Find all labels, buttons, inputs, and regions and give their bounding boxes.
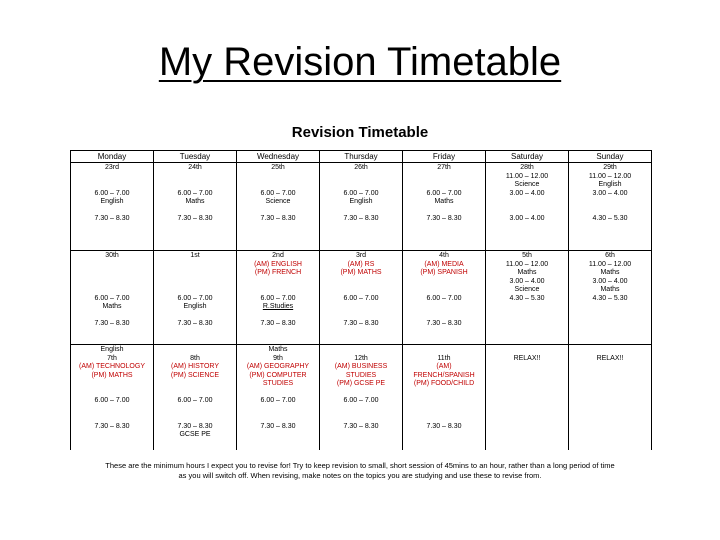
cell-line: RELAX!! xyxy=(513,354,541,362)
cell-line xyxy=(320,312,402,321)
cell-line: Maths xyxy=(434,198,454,205)
cell-line: 6.00 – 7.00 xyxy=(426,294,462,302)
cell-line: 6.00 – 7.00 xyxy=(426,189,462,197)
day-header-wednesday: Wednesday xyxy=(237,151,320,163)
slide-title: My Revision Timetable xyxy=(158,40,562,84)
cell-line: 3.00 – 4.00 xyxy=(509,215,545,222)
cell-line: 6.00 – 7.00 xyxy=(343,189,379,197)
footer-line: as you will switch off. When revising, make notes on the topics you are studying and use these to revise from. xyxy=(178,471,542,480)
day-cell-tuesday xyxy=(154,345,237,451)
cell-line xyxy=(486,207,568,216)
cell-line xyxy=(71,207,153,216)
cell-line xyxy=(486,346,568,355)
cell-line: 6.00 – 7.00 xyxy=(177,189,213,197)
cell-line: 11th xyxy=(437,354,451,362)
document-title: Revision Timetable xyxy=(291,124,429,141)
day-cell-friday xyxy=(403,251,486,345)
cell-line: 12th xyxy=(354,354,368,362)
cell-line xyxy=(154,269,236,278)
cell-line: STUDIES xyxy=(345,371,377,379)
day-cell-monday xyxy=(71,163,154,251)
cell-line: 7.30 – 8.30 xyxy=(177,422,213,430)
day-cell-friday xyxy=(403,345,486,451)
cell-line: 11.00 – 12.00 xyxy=(588,172,632,180)
cell-line: 2nd xyxy=(272,252,284,259)
cell-line: Maths xyxy=(268,346,288,353)
cell-line: English xyxy=(183,303,207,310)
cell-line: (PM) SPANISH xyxy=(420,269,468,276)
cell-line: STUDIES xyxy=(262,380,294,387)
cell-line: 6.00 – 7.00 xyxy=(177,294,213,302)
cell-line: 7.30 – 8.30 xyxy=(260,422,296,430)
cell-line: (PM) MATHS xyxy=(91,371,133,379)
cell-line: Science xyxy=(514,286,540,293)
cell-line xyxy=(569,198,651,207)
cell-line: 29th xyxy=(603,164,617,171)
cell-line xyxy=(569,346,651,355)
cell-line: Maths xyxy=(185,198,205,205)
cell-line xyxy=(154,261,236,270)
cell-line xyxy=(154,181,236,190)
cell-line xyxy=(71,312,153,321)
cell-line xyxy=(71,286,153,295)
cell-line: FRENCH/SPANISH xyxy=(413,371,475,379)
cell-line: 3.00 – 4.00 xyxy=(592,277,628,285)
cell-line xyxy=(154,380,236,389)
cell-line xyxy=(320,181,402,190)
cell-line: (AM) GEOGRAPHY xyxy=(246,363,310,370)
cell-line: (AM) TECHNOLOGY xyxy=(79,363,145,370)
cell-line: 4.30 – 5.30 xyxy=(592,294,628,302)
cell-line xyxy=(320,278,402,287)
day-cell-tuesday xyxy=(154,163,237,251)
cell-line xyxy=(237,278,319,287)
cell-line xyxy=(71,414,153,423)
week-row xyxy=(71,163,652,251)
day-cell-thursday xyxy=(320,163,403,251)
cell-line: 1st xyxy=(190,252,200,259)
cell-line xyxy=(154,346,236,355)
cell-line: Science xyxy=(265,198,291,205)
cell-line xyxy=(154,173,236,182)
day-header-friday: Friday xyxy=(403,151,486,163)
cell-line: 6th xyxy=(605,252,615,259)
cell-line: Science xyxy=(514,181,540,188)
cell-line xyxy=(403,286,485,295)
cell-line: RELAX!! xyxy=(596,354,624,362)
day-cell-wednesday xyxy=(237,163,320,251)
week-row xyxy=(71,251,652,345)
cell-line xyxy=(320,173,402,182)
cell-line: English xyxy=(598,181,622,188)
day-header-monday: Monday xyxy=(71,151,154,163)
cell-line xyxy=(320,414,402,423)
cell-line xyxy=(320,406,402,415)
cell-line: 7.30 – 8.30 xyxy=(177,215,213,222)
cell-line: 7.30 – 8.30 xyxy=(426,215,462,222)
cell-line: 6.00 – 7.00 xyxy=(260,189,296,197)
cell-line: 9th xyxy=(273,354,283,362)
day-cell-saturday xyxy=(486,251,569,345)
cell-line: (PM) SCIENCE xyxy=(170,371,220,379)
cell-line xyxy=(237,406,319,415)
cell-line: (PM) FOOD/CHILD xyxy=(413,380,475,387)
day-cell-thursday xyxy=(320,345,403,451)
cell-line xyxy=(403,346,485,355)
cell-line xyxy=(237,414,319,423)
day-header-saturday: Saturday xyxy=(486,151,569,163)
cell-line: (AM) HISTORY xyxy=(171,363,219,370)
cell-line xyxy=(403,312,485,321)
footer-note xyxy=(60,461,660,481)
cell-line: Maths xyxy=(600,286,620,293)
cell-line: (AM) xyxy=(436,363,452,370)
cell-line: 6.00 – 7.00 xyxy=(94,397,130,404)
day-header-sunday: Sunday xyxy=(569,151,652,163)
cell-line xyxy=(237,173,319,182)
cell-line xyxy=(154,278,236,287)
cell-line xyxy=(154,286,236,295)
day-cell-friday xyxy=(403,163,486,251)
cell-line: 6.00 – 7.00 xyxy=(94,294,130,302)
cell-line xyxy=(71,261,153,270)
day-cell-wednesday xyxy=(237,251,320,345)
cell-line: 7.30 – 8.30 xyxy=(343,422,379,430)
cell-line: R.Studies xyxy=(262,303,294,310)
cell-line: 8th xyxy=(190,354,200,362)
week-row xyxy=(71,345,652,451)
cell-line: 3.00 – 4.00 xyxy=(509,277,545,285)
cell-line xyxy=(71,389,153,398)
cell-line: 3rd xyxy=(355,252,367,259)
cell-line xyxy=(154,207,236,216)
day-cell-monday xyxy=(71,345,154,451)
cell-line: (AM) BUSINESS xyxy=(334,363,388,370)
cell-line: 3.00 – 4.00 xyxy=(592,189,628,197)
cell-line: Maths xyxy=(600,269,620,276)
cell-line: (PM) MATHS xyxy=(340,269,382,276)
cell-line: 11.00 – 12.00 xyxy=(588,260,632,268)
cell-line xyxy=(403,406,485,415)
cell-line: (AM) MEDIA xyxy=(424,260,464,268)
cell-line: 11.00 – 12.00 xyxy=(505,172,549,180)
cell-line xyxy=(403,303,485,312)
cell-line xyxy=(237,286,319,295)
cell-line: 7th xyxy=(107,354,117,362)
cell-line: 24th xyxy=(188,164,202,171)
cell-line: 3.00 – 4.00 xyxy=(509,189,545,197)
day-header-tuesday: Tuesday xyxy=(154,151,237,163)
cell-line: 23rd xyxy=(104,164,119,171)
cell-line: (AM) RS xyxy=(347,260,375,268)
cell-line: 6.00 – 7.00 xyxy=(177,397,213,404)
day-cell-saturday xyxy=(486,163,569,251)
cell-line xyxy=(154,414,236,423)
cell-line xyxy=(154,312,236,321)
cell-line xyxy=(403,414,485,423)
day-cell-wednesday xyxy=(237,345,320,451)
cell-line: 4.30 – 5.30 xyxy=(592,215,628,222)
cell-line: 26th xyxy=(354,164,368,171)
cell-line: 7.30 – 8.30 xyxy=(343,320,379,327)
cell-line xyxy=(403,397,485,406)
cell-line: English xyxy=(100,346,124,353)
cell-line: (PM) FRENCH xyxy=(254,269,302,276)
cell-line xyxy=(403,207,485,216)
cell-line xyxy=(154,406,236,415)
cell-line: English xyxy=(349,198,373,205)
cell-line xyxy=(569,207,651,216)
cell-line: 7.30 – 8.30 xyxy=(260,320,296,327)
cell-line: 7.30 – 8.30 xyxy=(426,422,462,430)
revision-timetable xyxy=(70,150,652,450)
cell-line: 6.00 – 7.00 xyxy=(260,397,296,404)
cell-line: 11.00 – 12.00 xyxy=(505,260,549,268)
cell-line: 7.30 – 8.30 xyxy=(260,215,296,222)
cell-line xyxy=(71,181,153,190)
cell-line xyxy=(71,269,153,278)
cell-line xyxy=(71,173,153,182)
cell-line xyxy=(320,286,402,295)
cell-line: 6.00 – 7.00 xyxy=(343,397,379,404)
cell-line xyxy=(237,312,319,321)
cell-line xyxy=(320,207,402,216)
cell-line: 7.30 – 8.30 xyxy=(177,320,213,327)
cell-line: (PM) GCSE PE xyxy=(336,380,386,387)
cell-line: (AM) ENGLISH xyxy=(254,260,302,268)
cell-line: GCSE PE xyxy=(179,431,211,438)
cell-line xyxy=(71,278,153,287)
day-cell-sunday xyxy=(569,251,652,345)
cell-line xyxy=(237,181,319,190)
cell-line: 7.30 – 8.30 xyxy=(94,320,130,327)
cell-line: 25th xyxy=(271,164,285,171)
cell-line: 7.30 – 8.30 xyxy=(343,215,379,222)
cell-line xyxy=(403,181,485,190)
cell-line: Maths xyxy=(517,269,537,276)
cell-line xyxy=(320,389,402,398)
cell-line: 7.30 – 8.30 xyxy=(426,320,462,327)
cell-line: 5th xyxy=(522,252,532,259)
cell-line: 30th xyxy=(105,252,119,259)
cell-line: 4th xyxy=(439,252,449,259)
cell-line: 27th xyxy=(437,164,451,171)
day-header-row xyxy=(71,151,652,163)
day-cell-tuesday xyxy=(154,251,237,345)
day-cell-saturday xyxy=(486,345,569,451)
cell-line xyxy=(403,173,485,182)
cell-line: 7.30 – 8.30 xyxy=(94,422,130,430)
cell-line: 28th xyxy=(520,164,534,171)
cell-line: 6.00 – 7.00 xyxy=(94,189,130,197)
cell-line: Maths xyxy=(102,303,122,310)
cell-line xyxy=(403,278,485,287)
cell-line xyxy=(71,406,153,415)
cell-line: 7.30 – 8.30 xyxy=(94,215,130,222)
cell-line xyxy=(71,380,153,389)
day-cell-sunday xyxy=(569,163,652,251)
cell-line: 6.00 – 7.00 xyxy=(343,294,379,302)
cell-line xyxy=(237,207,319,216)
cell-line: (PM) COMPUTER xyxy=(249,371,307,379)
cell-line: English xyxy=(100,198,124,205)
cell-line xyxy=(237,389,319,398)
day-cell-sunday xyxy=(569,345,652,451)
cell-line xyxy=(320,346,402,355)
cell-line xyxy=(403,389,485,398)
day-cell-thursday xyxy=(320,251,403,345)
day-cell-monday xyxy=(71,251,154,345)
day-header-thursday: Thursday xyxy=(320,151,403,163)
cell-line: 6.00 – 7.00 xyxy=(260,294,296,302)
cell-line: 4.30 – 5.30 xyxy=(509,294,545,302)
cell-line xyxy=(154,389,236,398)
cell-line xyxy=(320,303,402,312)
cell-line xyxy=(486,198,568,207)
footer-line: These are the minimum hours I expect you to revise for! Try to keep revision to small, short session of 45mins to an hour, rather than a long period of time xyxy=(105,461,615,470)
